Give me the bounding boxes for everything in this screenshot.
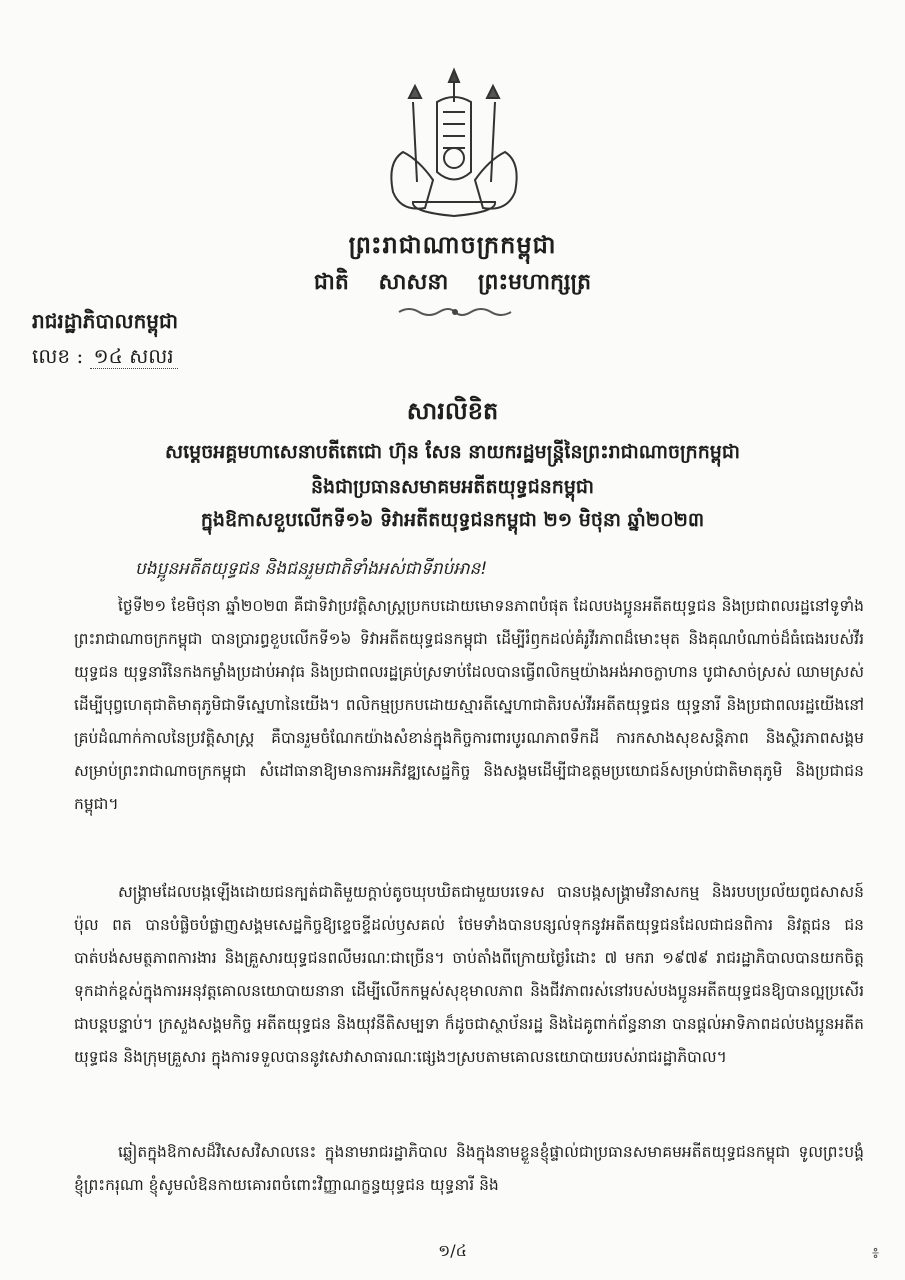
paragraph-text: ឆ្លៀតក្នុងឱកាសដ៏វិសេសវិសាលនេះ ក្នុងនាមរាជរដ្ឋាភិបាល និងក្នុងនាមខ្លួនខ្ញុំផ្ទាល់ជាប្រធានសមាគមអតីតយុទ្ធជនកម្ពុជា ទូលព្រះបង្គំ ខ្ញុំព្រះករុណា ខ្ញុំសូមលំឱនកាយគោរពចំពោះវិញ្ញាណក្ខន្ធយុទ្ធជន យុទ្ធនារី និង bbox=[74, 1143, 864, 1194]
salutation: បងប្អូនអតីតយុទ្ធជន និងជនរួមជាតិទាំងអស់ជាទីរាប់អាន! bbox=[135, 559, 488, 579]
issuing-office: រាជរដ្ឋាភិបាលកម្ពុជា bbox=[32, 309, 178, 333]
letter-title-line-3: ក្នុងឱកាសខួបលើកទី១៦ ទិវាអតីតយុទ្ធជនកម្ពុជា ២១ មិថុនា ឆ្នាំ២០២៣ bbox=[200, 509, 705, 531]
paragraph-text: សង្គ្រាមដែលបង្កឡើងដោយជនក្បត់ជាតិមួយក្តាប់តូចឃុបឃិតជាមួយបរទេស បានបង្កសង្គ្រាមវិនាសកម្ម និងរបបប្រល័យពូជសាសន៍ ប៉ុល ពត បានបំផ្លិចបំផ្លាញសង្គមសេដ្ឋកិច្ចឱ្យខ្ទេចខ្ទីដល់ឫសគល់ ថែមទាំងបានបន្សល់ទុកនូវអតីតយុទ្ធជនដែលជាជនពិការ និវត្តជន ជនបាត់បង់សមត្ថភាពការងារ និងគ្រួសារយុទ្ធជនពលីមរណៈជាច្រើន។ ចាប់តាំងពីក្រោយថ្ងៃរំដោះ ៧ មករា ១៩៧៩ រាជរដ្ឋាភិបាលបានយកចិត្តទុកដាក់ខ្ពស់ក្នុងការអនុវត្តគោលនយោបាយនានា ដើម្បីលើកកម្ពស់សុខុមាលភាព និងជីវភាពរស់នៅរបស់បងប្អូនអតីតយុទ្ធជនឱ្យបានល្អប្រសើរជាបន្តបន្ទាប់។ ក្រសួងសង្គមកិច្ច អតីតយុទ្ធជន និងយុវនីតិសម្បទា ក៏ដូចជាស្ថាប័នរដ្ឋ និងដៃគូពាក់ព័ន្ធនានា បានផ្តល់អាទិភាពដល់បងប្អូនអតីតយុទ្ធជន និងក្រុមគ្រួសារ ក្នុងការទទួលបាននូវសេវាសាធារណៈផ្សេងៗស្របតាមគោលនយោបាយរបស់រាជរដ្ឋាភិបាល។ bbox=[74, 883, 864, 1066]
margin-mark: ៖ bbox=[872, 1243, 880, 1262]
decorative-flourish-icon bbox=[395, 305, 515, 319]
document-number bbox=[32, 343, 178, 373]
kingdom-name: ព្រះរាជាណាចក្រកម្ពុជា bbox=[348, 230, 557, 259]
document-number-value: ១៤ សលរ bbox=[90, 344, 178, 369]
body-paragraph-3 bbox=[74, 1136, 864, 1206]
body-paragraph-2 bbox=[74, 876, 864, 1108]
national-motto: ជាតិ សាសនា ព្រះមហាក្សត្រ bbox=[313, 269, 592, 295]
letter-heading: សារលិខិត bbox=[406, 396, 499, 425]
paragraph-text: ថ្ងៃទី២១ ខែមិថុនា ឆ្នាំ២០២៣ គឺជាទិវាប្រវត្តិសាស្ត្រប្រកបដោយមោទនភាពបំផុត ដែលបងប្អូនអតីតយុទ្ធជន និងប្រជាពលរដ្ឋនៅទូទាំងព្រះរាជាណាចក្រកម្ពុជា បានប្រារព្ធខួបលើកទី១៦ ទិវាអតីតយុទ្ធជនកម្ពុជា ដើម្បីរំឭកដល់គំរូវីរភាពដ៏មោះមុត និងគុណបំណាច់ដ៏ធំធេងរបស់វីរយុទ្ធជន យុទ្ធនារីនៃកងកម្លាំងប្រដាប់អាវុធ និងប្រជាពលរដ្ឋគ្រប់ស្រទាប់ដែលបានធ្វើពលិកម្មយ៉ាងអង់អាចក្លាហាន បូជាសាច់ស្រស់ ឈាមស្រស់ ដើម្បីបុព្វហេតុជាតិមាតុភូមិជាទីស្នេហានៃយើង។ ពលិកម្មប្រកបដោយស្មារតីស្នេហាជាតិរបស់វីរអតីតយុទ្ធជន យុទ្ធនារី និងប្រជាពលរដ្ឋយើងនៅគ្រប់ដំណាក់កាលនៃប្រវត្តិសាស្ត្រ គឺបានរួមចំណែកយ៉ាងសំខាន់ក្នុងកិច្ចការពារបូរណភាពទឹកដី ការកសាងសុខសន្តិភាព និងស្ថិរភាពសង្គមសម្រាប់ព្រះរាជាណាចក្រកម្ពុជា សំដៅធានាឱ្យមានការអភិវឌ្ឍសេដ្ឋកិច្ច និងសង្គមដើម្បីជាឧត្តមប្រយោជន៍សម្រាប់ជាតិមាតុភូមិ និងប្រជាជនកម្ពុជា។ bbox=[74, 597, 864, 813]
royal-coat-of-arms-emblem bbox=[373, 62, 535, 224]
page-number: ១/៤ bbox=[438, 1241, 467, 1260]
letter-title-line-2: និងជាប្រធានសមាគមអតីតយុទ្ធជនកម្ពុជា bbox=[310, 476, 595, 498]
letter-title-line-1: សម្តេចអគ្គមហាសេនាបតីតេជោ ហ៊ុន សែន នាយករដ្ឋមន្ត្រីនៃព្រះរាជាណាចក្រកម្ពុជា bbox=[165, 441, 740, 463]
document-number-label: លេខ : bbox=[32, 344, 84, 368]
body-paragraph-1 bbox=[74, 590, 864, 870]
